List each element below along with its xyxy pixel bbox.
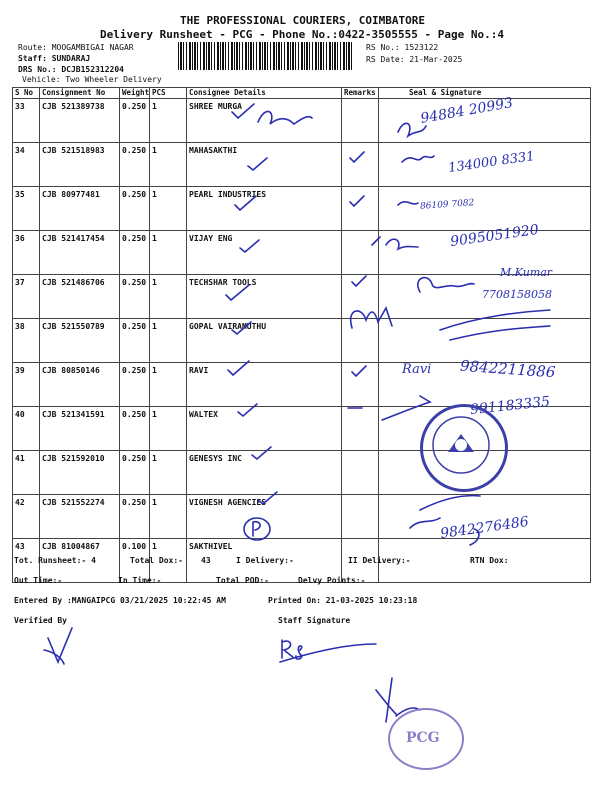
cell-weight: 0.100 (120, 539, 150, 583)
col-sno: S No (13, 88, 40, 99)
cell-weight: 0.250 (120, 143, 150, 187)
cell-consignee: TECHSHAR TOOLS (187, 275, 342, 319)
signature-stroke (440, 310, 550, 340)
route-label: Route: MOOGAMBIGAI NAGAR (18, 43, 134, 52)
out-time: Out Time:- (14, 576, 63, 585)
tick-mark (238, 404, 257, 416)
cell-weight: 0.250 (120, 275, 150, 319)
company-title: THE PROFESSIONAL COURIERS, COIMBATORE (180, 14, 426, 27)
tick-mark (350, 152, 364, 162)
cell-consignee: SAKTHIVEL (187, 539, 342, 583)
cell-sno: 34 (13, 143, 40, 187)
cell-weight: 0.250 (120, 231, 150, 275)
cell-consignment: CJB 521341591 (40, 407, 120, 451)
cell-sno: 35 (13, 187, 40, 231)
signature-stroke (372, 237, 418, 249)
cell-sno: 42 (13, 495, 40, 539)
handwritten-name: M.Kumar (500, 266, 553, 279)
seal-emblem-icon (420, 404, 502, 486)
signature-stroke (418, 278, 474, 292)
cell-sno: 39 (13, 363, 40, 407)
col-pcs: PCS (150, 88, 187, 99)
rs-date: RS Date: 21-Mar-2025 (366, 55, 463, 64)
tick-mark (350, 196, 364, 206)
tick-mark (232, 322, 251, 334)
runsheet-subtitle: Delivery Runsheet - PCG - Phone No.:0422-3505555 - Page No.:4 (100, 28, 504, 41)
cell-weight: 0.250 (120, 187, 150, 231)
cell-consignment: CJB 521592010 (40, 451, 120, 495)
total-dox-value: 43 (201, 556, 211, 565)
handwritten-phone: 9842211886 (459, 356, 556, 382)
cell-consignment: CJB 521518983 (40, 143, 120, 187)
cell-consignment: CJB 521552274 (40, 495, 120, 539)
staff-signature-stroke (280, 640, 376, 662)
verified-signature (44, 628, 72, 664)
total-dox-label: Total Dox:- (130, 556, 183, 565)
cell-sno: 40 (13, 407, 40, 451)
cell-consignee: VIGNESH AGENCIES (187, 495, 342, 539)
cell-weight: 0.250 (120, 99, 150, 143)
cell-pcs: 1 (150, 143, 187, 187)
tot-runsheet: Tot. Runsheet:- 4 (14, 556, 96, 565)
cell-consignment: CJB 80850146 (40, 363, 120, 407)
col-consignee: Consignee Details (187, 88, 342, 99)
cell-sno: 41 (13, 451, 40, 495)
total-pod: Total POD:- (216, 576, 269, 585)
cell-pcs: 1 (150, 495, 187, 539)
rs-number: RS No.: 1523122 (366, 43, 439, 52)
signature-stroke (253, 522, 260, 536)
verified-by-label: Verified By (14, 616, 67, 625)
col-consignment: Consignment No (40, 88, 120, 99)
handwritten-phone: 991183335 (469, 393, 551, 419)
tick-mark (252, 447, 271, 459)
cell-weight: 0.250 (120, 407, 150, 451)
signature-stroke (351, 308, 392, 328)
cell-pcs: 1 (150, 451, 187, 495)
pcg-stamp-text: PCG (406, 730, 440, 746)
tick-mark (232, 104, 254, 118)
cell-pcs: 1 (150, 539, 187, 583)
cell-weight: 0.250 (120, 451, 150, 495)
cell-consignee: PEARL INDUSTRIES (187, 187, 342, 231)
handwritten-name: Ravi (402, 362, 432, 377)
cell-sno: 43 (13, 539, 40, 583)
delvy-points: Delvy Points:- (298, 576, 366, 585)
tick-mark (248, 158, 267, 170)
tick-mark (226, 285, 249, 300)
cell-consignee: WALTEX (187, 407, 342, 451)
cell-pcs: 1 (150, 187, 187, 231)
cell-consignee: MAHASAKTHI (187, 143, 342, 187)
cell-consignment: CJB 80977481 (40, 187, 120, 231)
tick-mark (228, 361, 249, 375)
cell-pcs: 1 (150, 407, 187, 451)
pcg-stamp (388, 708, 464, 770)
staff-signature-label: Staff Signature (278, 616, 351, 625)
handwritten-phone: 94884 20993 (419, 95, 515, 127)
vehicle-label: Vehicle: Two Wheeler Delivery (22, 75, 162, 84)
tick-mark (352, 366, 366, 376)
rtn-dox: RTN Dox: (470, 556, 509, 565)
tick-mark (240, 240, 259, 252)
col-seal-signature: Seal & Signature (379, 88, 591, 99)
drs-number: DRS No.: DCJB152312204 (18, 65, 124, 74)
entered-by: Entered By :MANGAIPCG 03/21/2025 10:22:45 AM (14, 596, 226, 605)
handwritten-phone: 9842276486 (439, 513, 530, 543)
printed-on: Printed On: 21-03-2025 10:23:18 (268, 596, 418, 605)
handwritten-phone: 9095051920 (449, 221, 540, 251)
tick-mark (235, 196, 256, 210)
cell-consignee: GENESYS INC (187, 451, 342, 495)
col-remarks: Remarks (342, 88, 379, 99)
cell-sno: 33 (13, 99, 40, 143)
cell-sno: 37 (13, 275, 40, 319)
ii-delivery: II Delivery:- (348, 556, 411, 565)
cell-weight: 0.250 (120, 495, 150, 539)
cell-pcs: 1 (150, 231, 187, 275)
cell-consignment: CJB 521417454 (40, 231, 120, 275)
col-weight: Weight (120, 88, 150, 99)
i-delivery: I Delivery:- (236, 556, 294, 565)
cell-consignment: CJB 81004867 (40, 539, 120, 583)
tick-mark (352, 276, 366, 286)
cell-pcs: 1 (150, 319, 187, 363)
cell-consignee: VIJAY ENG (187, 231, 342, 275)
handwritten-phone: 134000 8331 (447, 149, 536, 176)
cell-consignee: SHREE MURGA (187, 99, 342, 143)
cell-pcs: 1 (150, 363, 187, 407)
signature-stroke (398, 202, 418, 205)
cell-pcs: 1 (150, 99, 187, 143)
tick-mark (258, 492, 277, 504)
cell-sno: 36 (13, 231, 40, 275)
cell-consignment: CJB 521550789 (40, 319, 120, 363)
cell-consignment: CJB 521486706 (40, 275, 120, 319)
handwritten-phone: 86109 7082 (419, 198, 475, 212)
genesys-seal-stamp (420, 404, 508, 492)
in-time: In Time:- (118, 576, 162, 585)
cell-consignee: GOPAL VAIRAMUTHU (187, 319, 342, 363)
signature-stroke (258, 111, 312, 124)
cell-pcs: 1 (150, 275, 187, 319)
staff-label: Staff: SUNDARAJ (18, 54, 91, 63)
cell-consignment: CJB 521389738 (40, 99, 120, 143)
cell-weight: 0.250 (120, 319, 150, 363)
cell-sno: 38 (13, 319, 40, 363)
cell-weight: 0.250 (120, 363, 150, 407)
cell-consignee: RAVI (187, 363, 342, 407)
signature-stroke (402, 156, 434, 162)
handwritten-phone: 7708158058 (482, 288, 552, 301)
